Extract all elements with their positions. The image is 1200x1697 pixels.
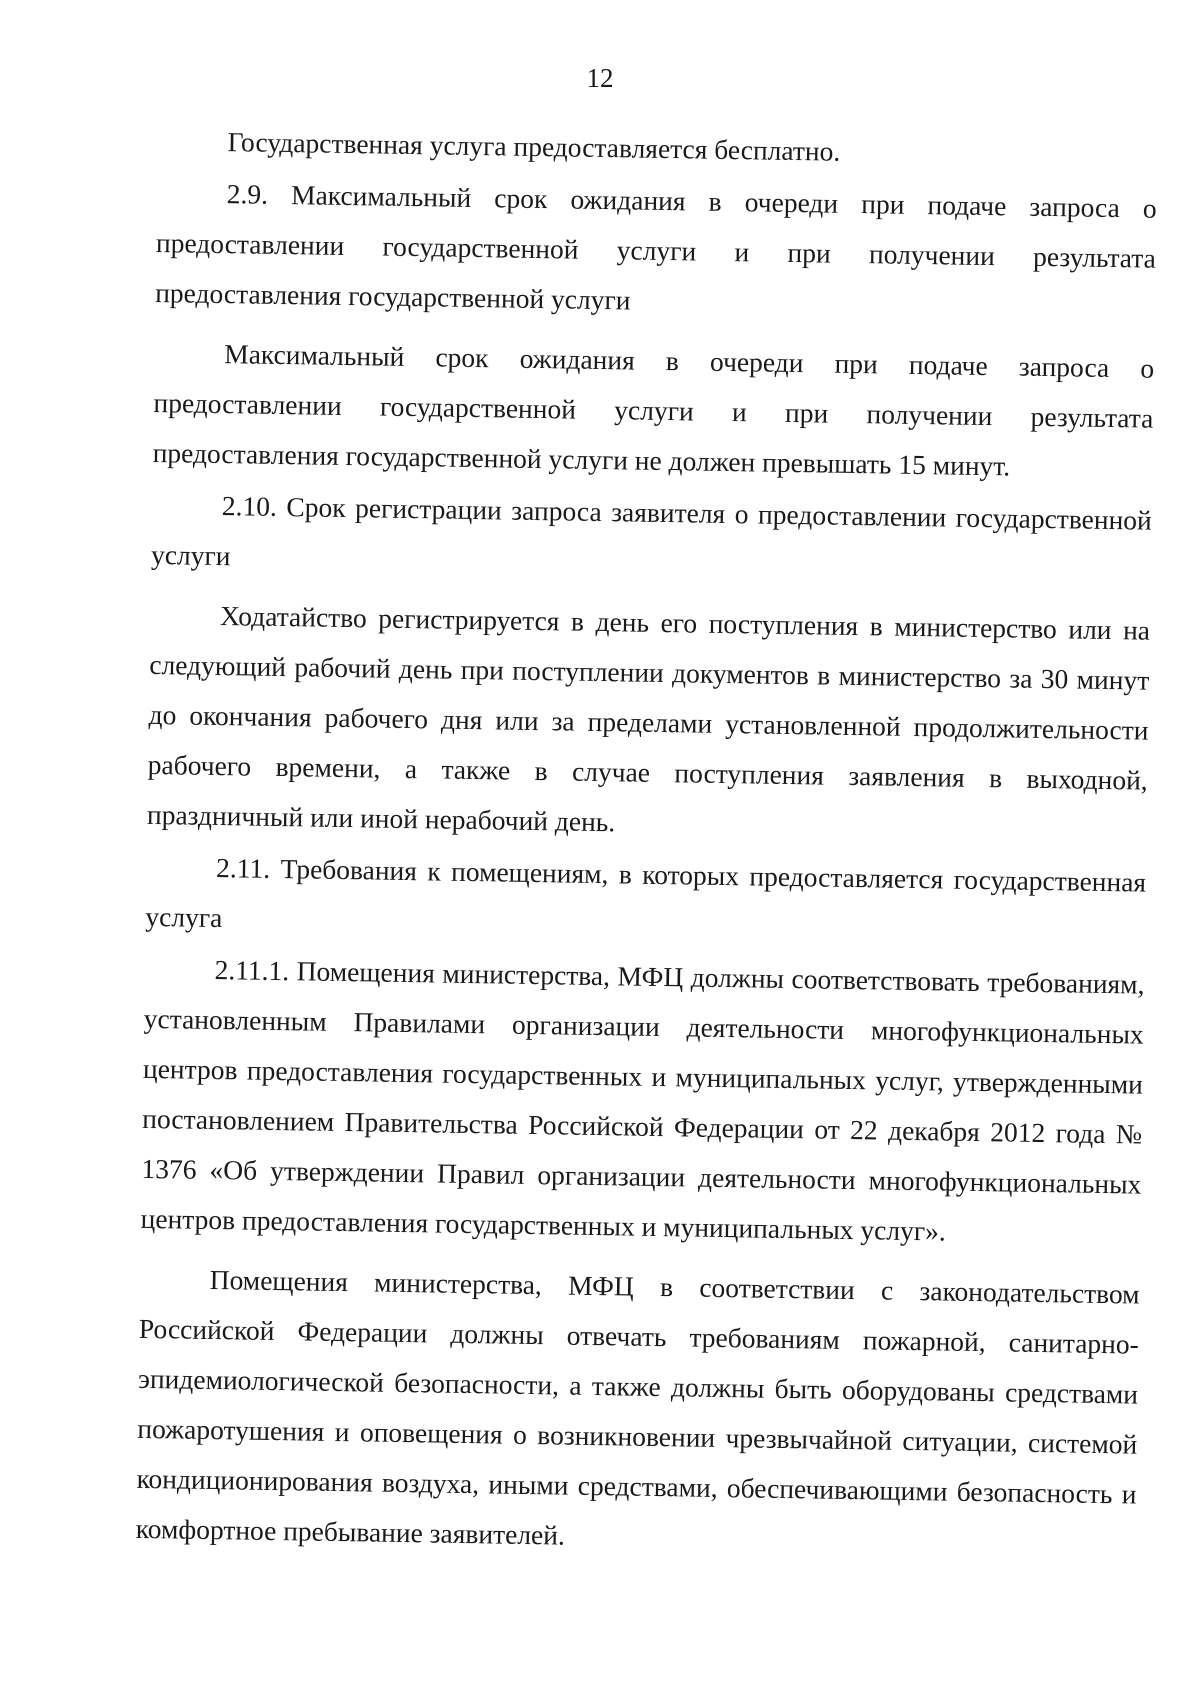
paragraph-fee: Государственная услуга предоставляется бесплатно. — [227, 126, 841, 167]
paragraph-premises-safety: Помещения министерства, МФЦ в соответствии с законодательством Российской Федерации должны отвечать требованиям пожарной, санитарно-эпидемиологической безопасности, а также должны быть оборудованы средствами пожаротушения и оповещения о возникновении чрезвычайной ситуации, системой кондиционирования воздуха, иными средствами, обеспечивающими безопасность и комфортное пребывание заявителей. — [135, 1263, 1140, 1551]
paragraph-registration: Ходатайство регистрируется в день его поступления в министерство или на следующий рабочий день при поступлении документов в министерство за 30 минут до окончания рабочего дня или за пределами установленной продолжительности рабочего времени, а также в случае поступления заявления в выходной, праздничный или иной нерабочий день. — [146, 600, 1151, 838]
paragraph-max-wait: Максимальный срок ожидания в очереди при подаче запроса о предоставлении государственной услуги и при получении результата предоставления государственной услуги не должен превышать 15 минут. — [152, 338, 1155, 482]
section-heading-2-11: 2.11. Требования к помещениям, в которых предоставляется государственная услуга — [145, 852, 1147, 934]
section-heading-2-9: 2.9. Максимальный срок ожидания в очереди при подаче запроса о предоставлении государственной услуги и при получении результата предоставления государственной услуги — [154, 178, 1157, 316]
paragraph-2-11-1: 2.11.1. Помещения министерства, МФЦ должны соответствовать требованиям, установленным Правилами организации деятельности многофункциональных центров предоставления государственных и муниципальных услуг, утвержденными постановлением Правительства Российской Федерации от 22 декабря 2012 года № 1376 «Об утверждении Правил организации деятельности многофункциональных центров предоставления государственных и муниципальных услуг». — [140, 953, 1145, 1247]
section-heading-2-10: 2.10. Срок регистрации запроса заявителя о предоставлении государственной услуги — [150, 490, 1153, 572]
page-number: 12 — [586, 63, 614, 93]
document-body — [135, 116, 1157, 1572]
